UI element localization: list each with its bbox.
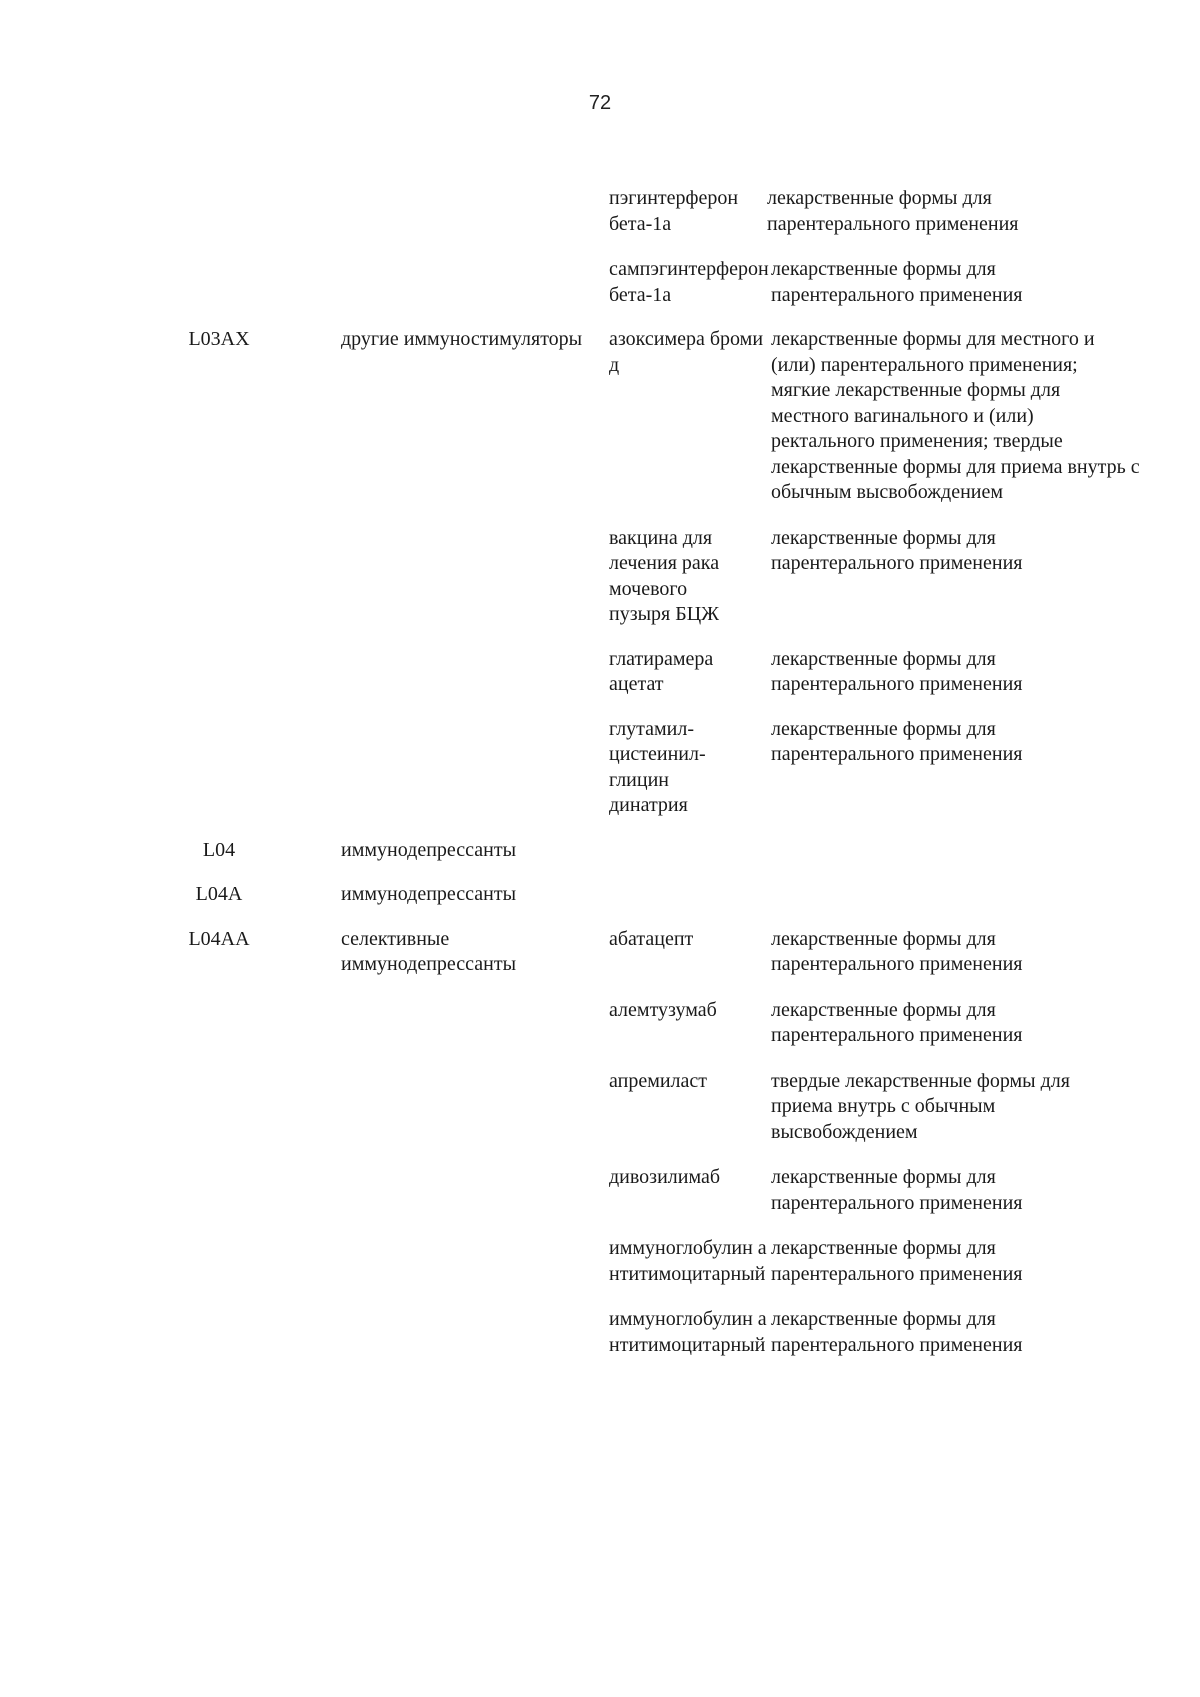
table-row [0,882,1200,908]
drug-name [609,882,771,908]
anatomical-group [341,1165,609,1216]
dosage-form: твердые лекарственные формы для приема внутрь с обычным высвобождением [771,1069,1070,1143]
anatomical-group [341,1236,609,1287]
anatomical-group [341,1307,609,1358]
anatomical-group [341,257,609,308]
drug-name [609,838,771,864]
anatomical-group [341,717,609,819]
anatomical-group: иммунодепрессанты [341,883,517,905]
anatomical-group [341,186,609,237]
table-row [0,1165,1200,1216]
dosage-form [771,882,1131,908]
anatomical-group: иммунодепрессанты [341,838,517,861]
drug-name: апремиласт [609,1069,708,1092]
table-row [0,838,1200,864]
dosage-form: лекарственные формы для парентерального применения [767,187,1019,235]
anatomical-group: селективные иммунодепрессанты [341,927,517,975]
atc-code: L03AX [188,328,250,350]
drug-name: иммуноглобулин антитимоцитарный [609,1308,767,1356]
drug-name: пэгинтерферон бета-1a [609,187,739,235]
drug-table [0,186,1200,1358]
drug-name: дивозилимаб [609,1166,721,1188]
atc-code: L04A [195,883,243,905]
atc-code [182,257,256,308]
table-row [0,647,1200,698]
drug-name: сампэгинтерферон бета-1a [609,258,769,306]
dosage-form: лекарственные формы для парентерального применения [771,927,1023,975]
drug-name: вакцина для лечения рака мочевого пузыря БЦЖ [609,526,720,625]
anatomical-group [341,526,609,628]
table-row [0,327,1200,506]
atc-code: L04AA [188,927,250,950]
dosage-form: лекарственные формы для парентерального применения [771,647,1023,695]
dosage-form: лекарственные формы для парентерального применения [771,1237,1023,1285]
page-number: 72 [588,92,612,114]
drug-name: глатирамера ацетат [609,647,714,695]
table-row [0,186,1200,237]
anatomical-group [341,1069,609,1146]
atc-code [182,186,256,237]
dosage-form: лекарственные формы для парентерального применения [771,258,1023,306]
anatomical-group: другие иммуностимуляторы [341,328,583,350]
dosage-form: лекарственные формы для парентерального применения [771,1308,1023,1356]
table-row [0,1069,1200,1146]
anatomical-group [341,998,609,1049]
atc-code [182,998,256,1049]
atc-code [182,526,256,628]
table-row [0,1236,1200,1287]
dosage-form: лекарственные формы для парентерального применения [771,998,1023,1046]
table-row [0,257,1200,308]
dosage-form: лекарственные формы для парентерального применения [771,1166,1023,1214]
dosage-form: лекарственные формы для местного и (или) парентерального применения; мягкие лекарственные формы для местного вагинального и (или) ректального применения; твердые лекарственные формы для приема внутрь с обычным высвобождением [771,328,1140,503]
drug-name: абатацепт [609,927,694,950]
drug-name: азоксимера бромид [609,328,764,376]
atc-code [182,1069,256,1146]
table-row [0,998,1200,1049]
atc-code [182,1165,256,1216]
anatomical-group [341,647,609,698]
drug-name: иммуноглобулин антитимоцитарный [609,1237,767,1285]
atc-code [182,1307,256,1358]
atc-code [182,1236,256,1287]
atc-code: L04 [202,838,236,861]
drug-name: глутамил-цистеинил-глицин динатрия [609,717,706,816]
table-row [0,927,1200,978]
table-row [0,1307,1200,1358]
drug-name: алемтузумаб [609,998,717,1021]
dosage-form: лекарственные формы для парентерального применения [771,717,1023,765]
table-row [0,717,1200,819]
dosage-form: лекарственные формы для парентерального применения [771,526,1023,574]
atc-code [182,647,256,698]
table-row [0,526,1200,628]
dosage-form [771,838,1131,864]
atc-code [182,717,256,819]
